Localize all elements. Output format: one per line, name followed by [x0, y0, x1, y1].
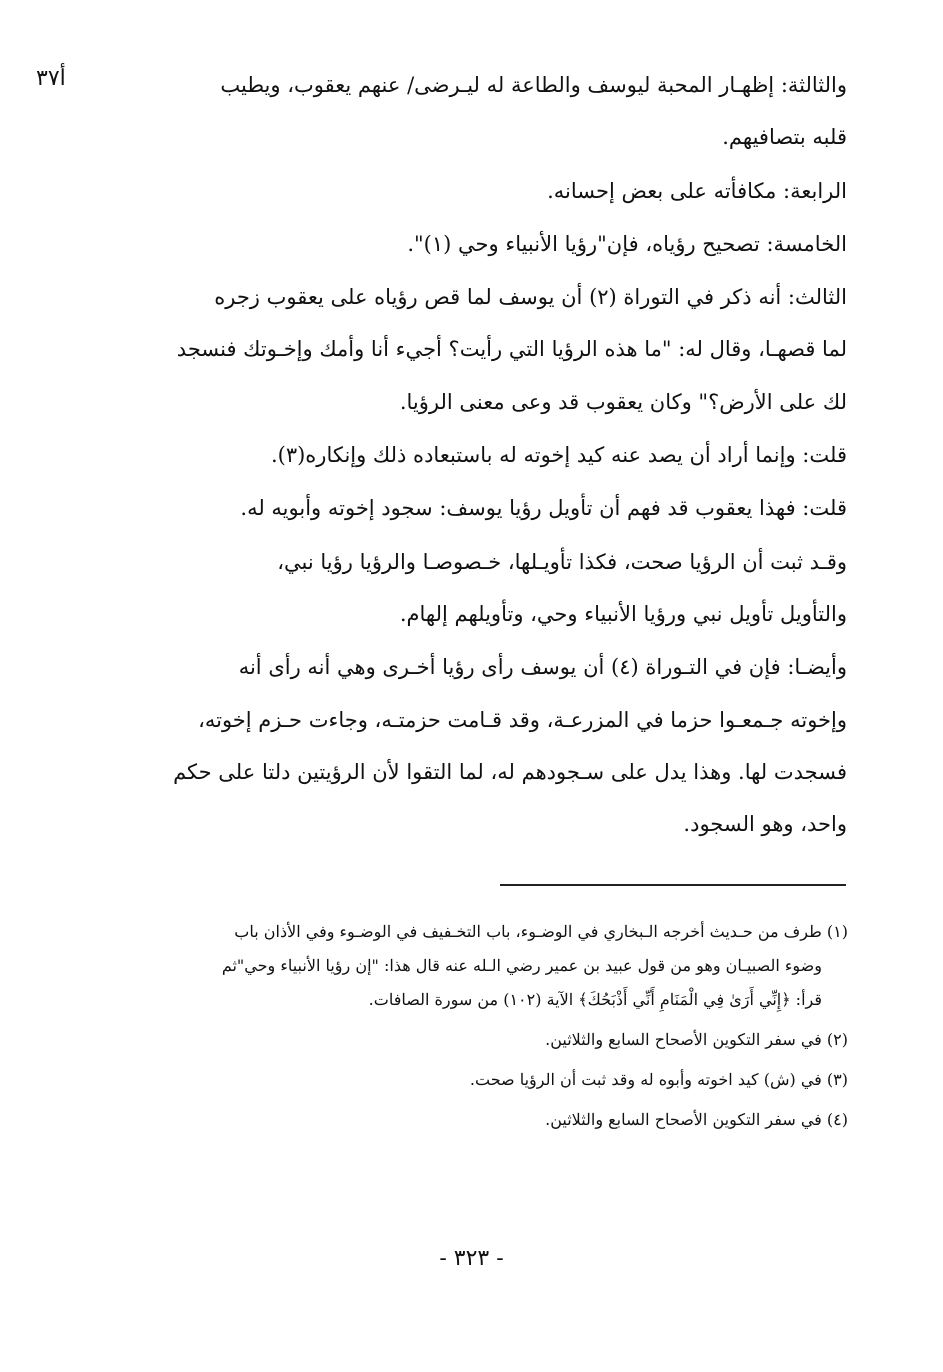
footnote-line: (١) طرف من حـديث أخرجه الـبخاري في الوضـوء، باب التخـفيف في الوضـوء وفي الأذان باب [234, 922, 848, 941]
footnote-line: وضوء الصبيـان وهو من قول عبيد بن عمير رضي الـله عنه قال هذا: "إن رؤيا الأنبياء وحي"ثم [221, 956, 822, 975]
footnote-1 [112, 922, 848, 1010]
text-line: الخامسة: تصحيح رؤياه، فإن"رؤيا الأنبياء وحي (١)". [407, 231, 847, 256]
footnote-4 [112, 1110, 848, 1130]
text-line: قلت: وإنما أراد أن يصد عنه كيد إخوته له باستبعاده ذلك وإنكاره(٣). [270, 443, 847, 468]
footnotes [112, 922, 848, 1150]
text-line: لما قصهـا، وقال له: "ما هذه الرؤيا التي رأيت؟ أجيء أنا وأمك وإخـوتك فنسجد [176, 337, 847, 362]
footnote-separator [500, 884, 846, 886]
text-line: الثالث: أنه ذكر في التوراة (٢) أن يوسف لما قص رؤياه على يعقوب زجره [214, 285, 847, 310]
text-line: وأيضـا: فإن في التـوراة (٤) أن يوسف رأى رؤيا أخـرى وهي أنه رأى أنه [238, 655, 847, 680]
text-line: الرابعة: مكافأته على بعض إحسانه. [547, 178, 847, 203]
text-line: قلبه بتصافيهم. [722, 125, 847, 150]
footnote-line: قرأ: ﴿إِنِّي أَرَىٰ فِي الْمَنَامِ أَنِّي أَذْبَحُكَ﴾ الآية (١٠٢) من سورة الصافات. [368, 990, 822, 1009]
text-line: والتأويل تأويل نبي ورؤيا الأنبياء وحي، وتأويلهم إلهام. [399, 601, 847, 626]
main-text [112, 72, 847, 864]
footnote-line: (٣) في (ش) كيد اخوته وأبوه له وقد ثبت أن الرؤيا صحت. [469, 1070, 848, 1089]
paragraph-third-point [112, 284, 847, 416]
text-line: وإخوته جـمعـوا حزما في المزرعـة، وقد قـامت حزمتـه، وجاءت حـزم إخوته، [198, 707, 847, 732]
paragraph-qultu-2 [112, 495, 847, 522]
margin-folio-note: أ٣٧ [36, 66, 66, 91]
paragraph-fourth-reason [112, 178, 847, 205]
footnote-line: (٤) في سفر التكوين الأصحاح السابع والثلاثين. [545, 1110, 848, 1129]
page-number: - ٣٢٣ - [439, 1246, 504, 1271]
paragraph-also [112, 654, 847, 838]
text-line: وقـد ثبت أن الرؤيا صحت، فكذا تأويـلها، خـصوصـا والرؤيا رؤيا نبي، [277, 549, 847, 574]
paragraph-third-reason [112, 72, 847, 152]
text-line: والثالثة: إظهـار المحبة ليوسف والطاعة له ليـرضى/ عنهم يعقوب، ويطيب [220, 73, 847, 97]
text-line: قلت: فهذا يعقوب قد فهم أن تأويل رؤيا يوسف: سجود إخوته وأبويه له. [240, 496, 847, 521]
text-line: واحد، وهو السجود. [683, 812, 847, 837]
paragraph-qultu-1 [112, 442, 847, 469]
footnote-3 [112, 1070, 848, 1090]
paragraph-fifth-reason [112, 231, 847, 258]
footnote-line: (٢) في سفر التكوين الأصحاح السابع والثلاثين. [545, 1030, 848, 1049]
text-line: لك على الأرض؟" وكان يعقوب قد وعى معنى الرؤيا. [399, 389, 847, 414]
text-line: فسجدت لها. وهذا يدل على سـجودهم له، لما التقوا لأن الرؤيتين دلتا على حكم [173, 759, 847, 784]
footnote-2 [112, 1030, 848, 1050]
paragraph-proven [112, 549, 847, 629]
